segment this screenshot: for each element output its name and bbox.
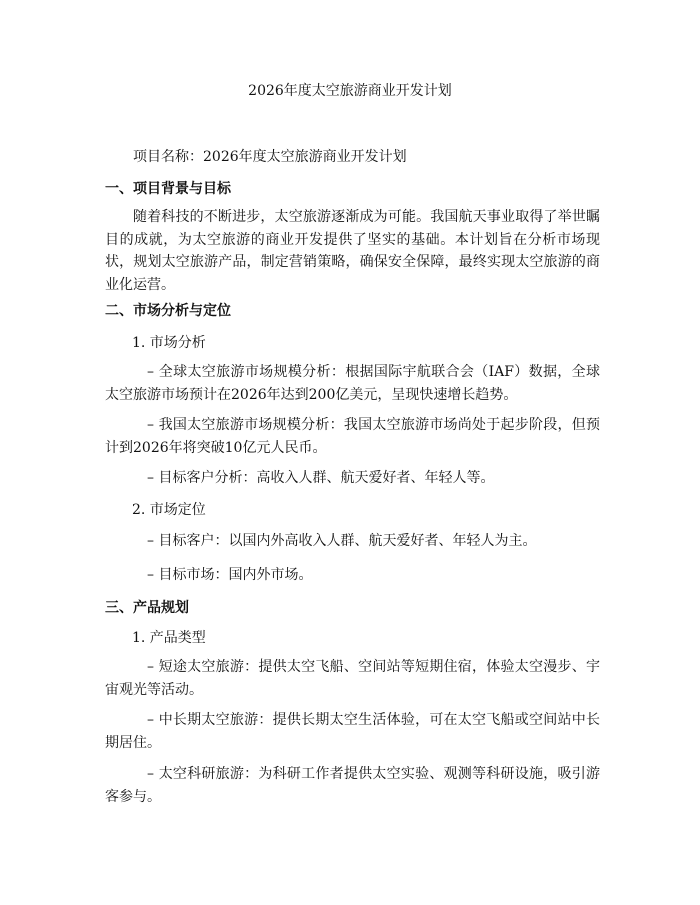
section-heading-products: 三、产品规划 bbox=[105, 600, 189, 616]
section-heading-market: 二、市场分析与定位 bbox=[105, 303, 231, 319]
list-item: – 太空科研旅游：为科研工作者提供太空实验、观测等科研设施，吸引游客参与。 bbox=[105, 766, 600, 805]
list-item: – 短途太空旅游：提供太空飞船、空间站等短期住宿，体验太空漫步、宇宙观光等活动。 bbox=[105, 659, 600, 698]
list-item: – 目标客户分析：高收入人群、航天爱好者、年轻人等。 bbox=[147, 470, 495, 486]
list-item: – 目标客户：以国内外高收入人群、航天爱好者、年轻人为主。 bbox=[147, 533, 537, 549]
list-item: – 目标市场：国内外市场。 bbox=[147, 567, 313, 583]
project-name-line: 项目名称：2026年度太空旅游商业开发计划 bbox=[133, 149, 407, 165]
background-paragraph: 随着科技的不断进步，太空旅游逐渐成为可能。我国航天事业取得了举世瞩目的成就，为太空旅游的商业开发提供了坚实的基础。本计划旨在分析市场现状，规划太空旅游产品，制定营销策略，确保安全保障，最终实现太空旅游的商业化运营。 bbox=[105, 209, 600, 293]
subsection-product-types: 1. 产品类型 bbox=[132, 630, 206, 646]
subsection-market-analysis: 1. 市场分析 bbox=[132, 335, 206, 351]
section-heading-background: 一、项目背景与目标 bbox=[105, 181, 231, 197]
list-item: – 我国太空旅游市场规模分析：我国太空旅游市场尚处于起步阶段，但预计到2026年将突破10亿元人民币。 bbox=[105, 417, 600, 456]
list-item: – 中长期太空旅游：提供长期太空生活体验，可在太空飞船或空间站中长期居住。 bbox=[105, 712, 600, 751]
subsection-market-positioning: 2. 市场定位 bbox=[132, 502, 206, 518]
document-title: 2026年度太空旅游商业开发计划 bbox=[248, 83, 452, 99]
list-item: – 全球太空旅游市场规模分析：根据国际宇航联合会（IAF）数据，全球太空旅游市场预计在2026年达到200亿美元，呈现快速增长趋势。 bbox=[105, 364, 600, 403]
